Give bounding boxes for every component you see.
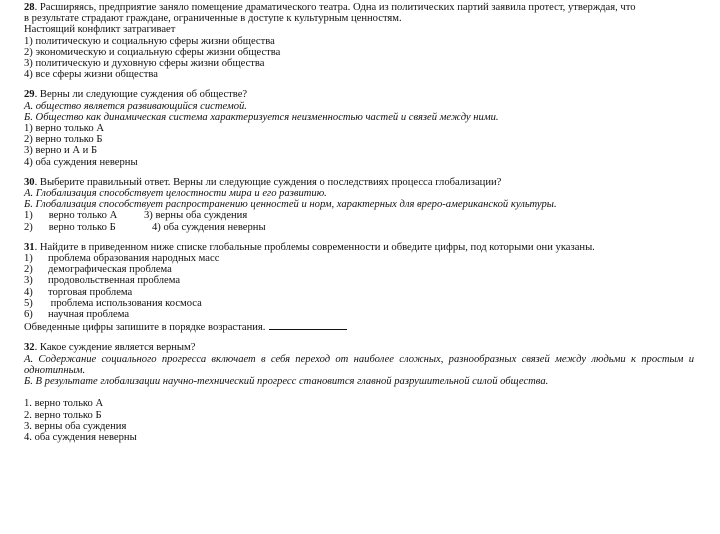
spacer [24, 387, 708, 398]
question-number: 29 [24, 89, 35, 101]
list-item: 5) проблема использования космоса [24, 297, 202, 309]
question-30-text: 30. Выберите правильный ответ. Верны ли следующие суждения о последствиях процесса глобализации? [24, 176, 502, 188]
question-28 [24, 2, 708, 80]
answer-option: 2) экономическую и социальную сферы жизни общества [24, 46, 281, 58]
answer-option: 4. оба суждения неверны [24, 431, 137, 443]
statement-b: Б. Общество как динамическая система характеризуется неизменностью частей и связей между ними. [24, 111, 499, 123]
answer-option: 3) верно и А и Б [24, 145, 98, 157]
answer-option: 1) верно только А [24, 210, 118, 222]
question-32-text: 32. Какое суждение является верным? [24, 342, 196, 354]
answer-row [24, 210, 708, 221]
list-item: 3) продовольственная проблема [24, 275, 181, 287]
answer-option: 2) верно только Б [24, 134, 103, 146]
answer-prompt: Обведенные цифры запишите в порядке возрастания. [24, 320, 708, 333]
answer-option: 3. верны оба суждения [24, 420, 127, 432]
list-item: 1) проблема образования народных масс [24, 253, 220, 265]
answer-option: 2. верно только Б [24, 409, 102, 421]
question-32 [24, 342, 708, 443]
question-number: 32 [24, 342, 35, 354]
statement-a: А. Содержание социального прогресса включает в себя переход от наиболее сложных, разнообразных связей между людьми к простым и однотипным. [24, 353, 694, 376]
answer-option: 3) верны оба суждения [144, 210, 248, 222]
answer-option: 1) верно только А [24, 123, 104, 135]
question-number: 28 [24, 2, 35, 13]
answer-option: 3) политическую и духовную сферы жизни общества [24, 58, 265, 70]
question-number: 31 [24, 241, 35, 253]
list-item: 2) демографическая проблема [24, 264, 172, 276]
question-28-line1: 28. Расширяясь, предприятие заняло помещение драматического театра. Одна из политических партий заявила протест, утверждая, что [24, 2, 636, 13]
question-28-line3: Настоящий конфликт затрагивает [24, 24, 176, 36]
statement-a: А. общество является развивающийся системой. [24, 100, 247, 112]
answer-option: 2) верно только Б [24, 221, 116, 233]
answer-option: 4) оба суждения неверны [152, 221, 266, 233]
question-29 [24, 89, 708, 167]
statement-b: Б. В результате глобализации научно-технический прогресс становится главной разрушительной силой общества. [24, 376, 549, 388]
question-30 [24, 177, 708, 233]
answer-option: 1. верно только А [24, 398, 104, 410]
answer-option: 1) политическую и социальную сферы жизни общества [24, 35, 275, 47]
answer-row [24, 222, 708, 233]
question-31-text: 31. Найдите в приведенном ниже списке глобальные проблемы современности и обведите цифры, под которыми они указаны. [24, 241, 595, 253]
answer-blank-line[interactable] [269, 320, 347, 330]
list-item: 6) научная проблема [24, 309, 130, 321]
statement-b: Б. Глобализация способствует распространению ценностей и норм, характерных для вреро-американской культуры. [24, 199, 557, 211]
question-number: 30 [24, 176, 35, 188]
question-28-line2: в результате страдают граждане, ограниченные в доступе к культурным ценностям. [24, 13, 402, 25]
answer-option: 4) оба суждения неверны [24, 156, 138, 168]
list-item: 4) торговая проблема [24, 286, 133, 298]
answer-option: 4) все сферы жизни общества [24, 69, 158, 81]
statement-a: А. Глобализация способствует целостности мира и его развитию. [24, 188, 327, 200]
question-29-text: 29. Верны ли следующие суждения об обществе? [24, 89, 248, 101]
question-31 [24, 242, 708, 334]
